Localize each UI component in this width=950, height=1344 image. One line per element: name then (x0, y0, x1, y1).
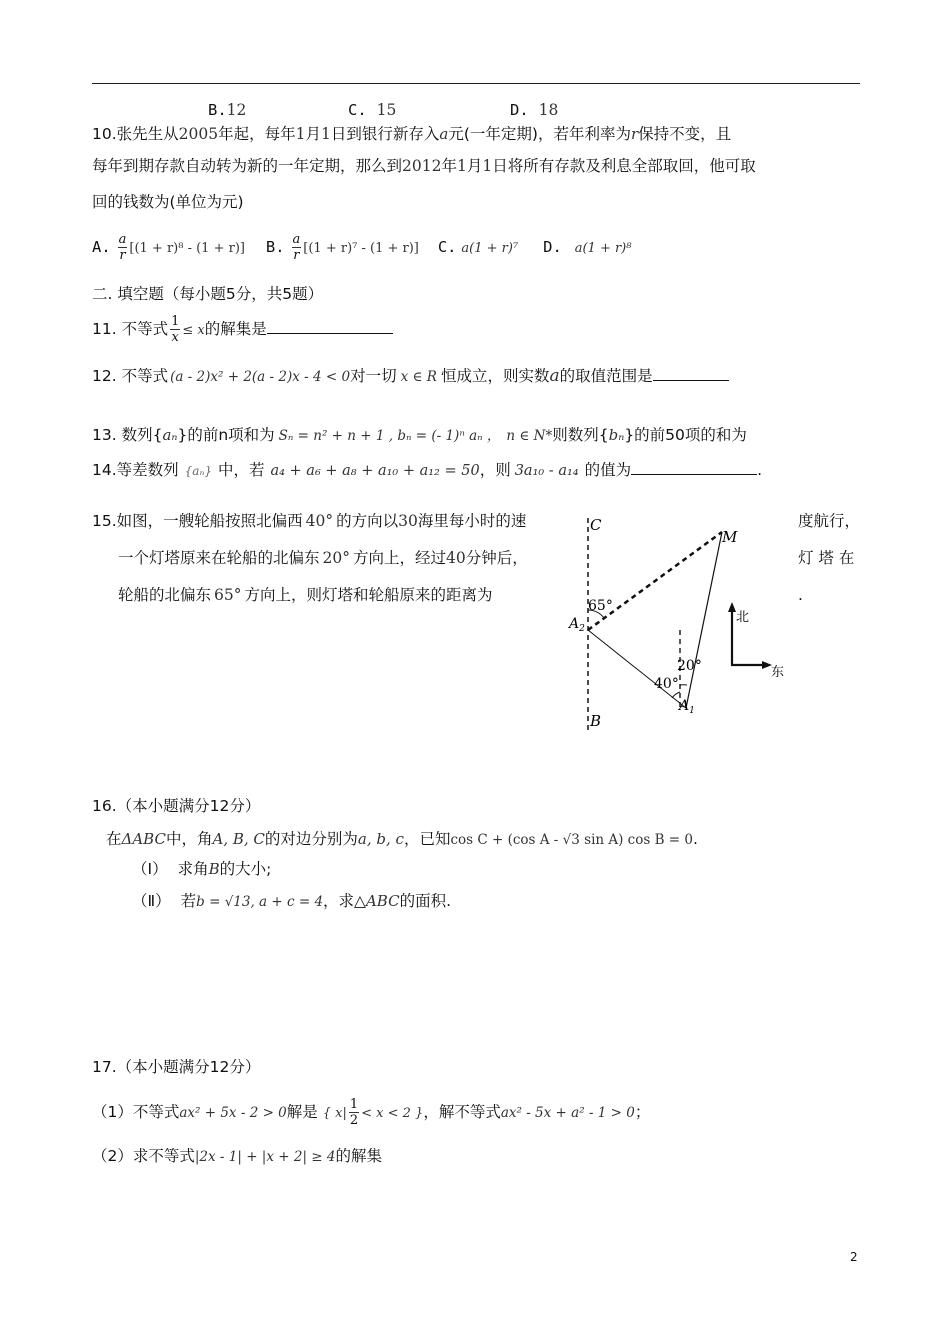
q14: 14.等差数列 {aₙ} 中，若 a₄ + a₆ + a₈ + a₁₀ + a₁₂ = 50，则 3a₁₀ - a₁₄ 的值为 . (92, 461, 763, 479)
fig-label-20: 20° (677, 658, 702, 674)
q10-opt-b-fraction: $\frac{a}{r}$ (292, 232, 301, 263)
q15-line3: 轮船的北偏东 65° 方向上，则灯塔和轮船原来的距离为 (118, 586, 493, 604)
q12-answer-blank[interactable] (653, 366, 729, 381)
q11-answer-blank[interactable] (267, 319, 393, 334)
q16-stem: 在ΔABC中，角A, B, C的对边分别为a, b, c，已知cos C + (cos A - √3 sin A) cos B = 0. (106, 830, 698, 848)
fig-dashed-a2-m (588, 532, 722, 630)
q16-part2: （Ⅱ） 若b = √13, a + c = 4，求△ABC的面积. (132, 892, 452, 910)
section2-title: 二. 填空题（每小题5分，共5题） (92, 285, 324, 303)
q10-opt-a-fraction: $\frac{a}{r}$ (118, 232, 127, 263)
fig-label-a1: $A_1$ (679, 698, 695, 716)
q17-part2: （2）求不等式|2x - 1| + |x + 2| ≥ 4的解集 (92, 1147, 382, 1165)
q10-line3: 回的钱数为(单位为元) (92, 193, 244, 211)
q15-line2-right: 灯 塔 在 (798, 549, 855, 567)
q17-part1: （1）不等式ax² + 5x - 2 > 0解是 { x| $\frac{1}{2}$ < x < 2 }，解不等式ax² - 5x + a² - 1 > 0； (92, 1097, 651, 1128)
q9-option-c: C. 15 (348, 101, 397, 119)
q10-line1: 10.张先生从2005年起，每年1月1日到银行新存入a元(一年定期)，若年利率为r保持不变，且 (92, 125, 732, 143)
q9-option-d: D. 18 (510, 101, 559, 119)
fig-label-c: C (590, 516, 602, 534)
fig-label-north: 北 (736, 610, 750, 625)
q11: 11. 不等式 $\frac{1}{x}$ ≤ x的解集是 (92, 312, 393, 348)
fig-compass-north-head (728, 602, 736, 612)
q16-title: 16.（本小题满分12分） (92, 797, 261, 815)
q10-options: A. $\frac{a}{r}$ [(1 + r)⁸ - (1 + r)] B. $\frac{a}{r}$ [(1 + r)⁷ - (1 + r)] C. a(1 + r)⁷ D. a(1 + r)⁸ (92, 232, 632, 263)
q13: 13. 数列{aₙ}的前n项和为 Sₙ = n² + n + 1 , bₙ = (- 1)ⁿ aₙ ， n ∈ N*则数列{bₙ}的前50项的和为 (92, 426, 747, 444)
fig-line-a1-m (686, 532, 722, 708)
q14-seq-braces: {aₙ} (184, 464, 212, 478)
fig-label-a2: $A_2$ (569, 616, 585, 634)
fig-label-40: 40° (654, 676, 679, 692)
q15-line1-right: 度航行， (798, 512, 861, 530)
page-number: 2 (850, 1250, 858, 1264)
q17-title: 17.（本小题满分12分） (92, 1058, 261, 1076)
fig-line-a2-a1 (588, 630, 686, 708)
q11-fraction: $\frac{1}{x}$ (171, 314, 180, 345)
header-rule (92, 83, 860, 84)
fig-label-65: 65° (588, 598, 613, 614)
q12: 12. 不等式 (a - 2)x² + 2(a - 2)x - 4 < 0对一切 x ∈ R 恒成立，则实数a的取值范围是 (92, 365, 729, 388)
fig-label-m: M (722, 528, 738, 546)
q15-figure (560, 510, 800, 740)
q10-line2: 每年到期存款自动转为新的一年定期，那么到2012年1月1日将所有存款及利息全部取回，他可取 (92, 157, 756, 175)
q9-option-b: B.12 (208, 101, 247, 119)
q17-set-fraction: $\frac{1}{2}$ (349, 1097, 359, 1128)
fig-label-east: 东 (771, 665, 785, 680)
q15-line2: 一个灯塔原来在轮船的北偏东 20° 方向上，经过40分钟后， (118, 549, 528, 567)
q16-part1: （Ⅰ） 求角B的大小; (132, 860, 272, 878)
q15-line3-right: . (798, 586, 803, 604)
q15-line1: 15.如图，一艘轮船按照北偏西 40° 的方向以30海里每小时的速 (92, 512, 527, 530)
q14-answer-blank[interactable] (631, 460, 757, 475)
fig-label-b: B (590, 712, 602, 730)
